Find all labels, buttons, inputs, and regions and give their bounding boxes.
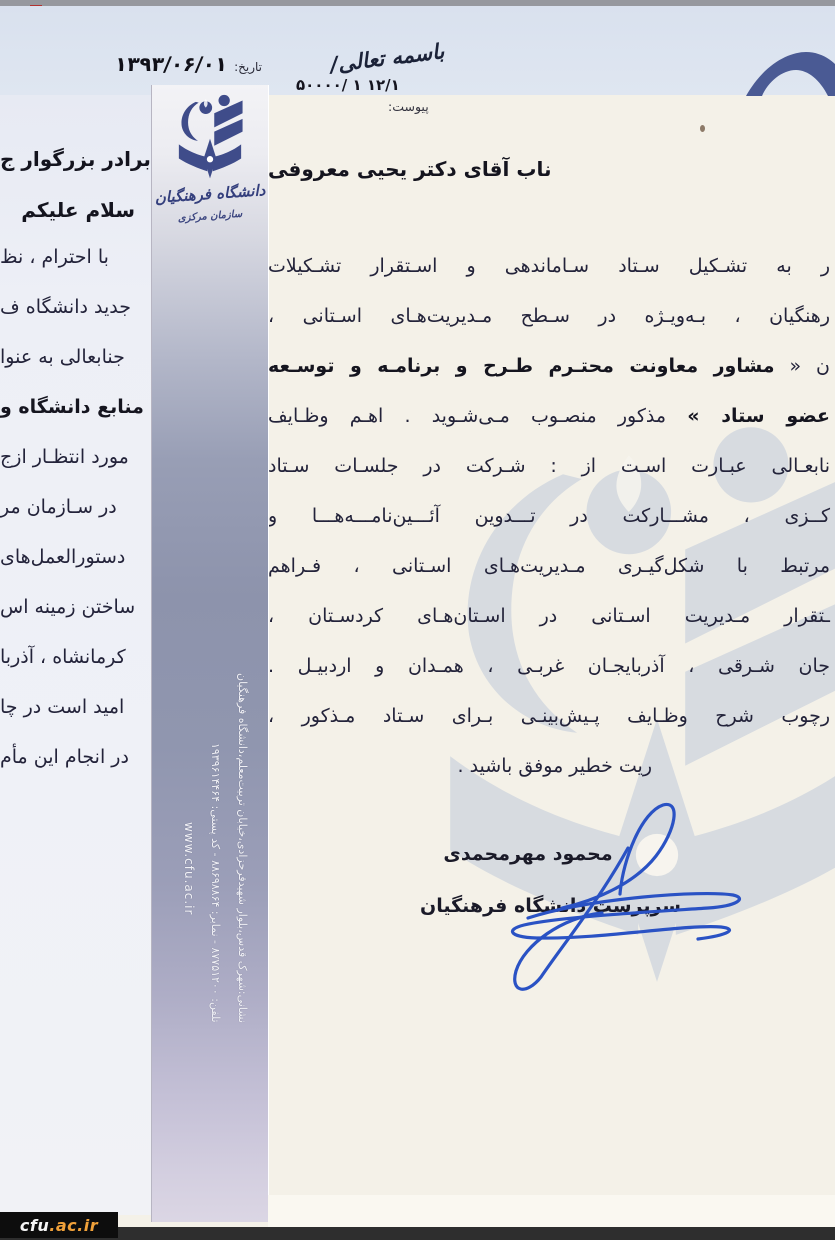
signer-title: سرپرست دانشگاه فرهنگیان [420,895,681,917]
body-line-fragment: جدید دانشگاه ف [0,296,131,318]
cfu-site-watermark [0,1212,118,1238]
scan-bottom-bar [0,1227,835,1240]
recipient-honorific-fragment: برادر بزرگوار ج [0,147,151,171]
body-line-fragment: دستورالعمل‌های [0,546,126,568]
body-right-column [268,252,830,802]
reference-number: ۵۰۰۰۰/ ۱ ۱۲/۱ [296,76,400,94]
date-value: ۱۳۹۳/۰۶/۰۱ [113,52,229,76]
body-line-fragment: عضو ستاد » مذکور منصـوب مـی‌شـوید . اهـم وظـایف [268,405,830,427]
salutation: سلام علیکم [21,198,135,222]
body-line-fragment: کرمانشاه ، آذربا [0,646,126,668]
contact-line: تلفن: ۸۷۷۵۱۲۰۰ - نمابر: ۸۸۶۹۸۸۶۴ - کد پستی: ۱۹۳۹۶۱۴۴۶۴ [209,743,222,1023]
attachment-label: پیوست: [388,99,429,114]
site-watermark-bold: cfu [19,1215,50,1235]
recipient-name-fragment: ناب آقای دکتر یحیی معروفی [268,157,552,181]
body-line-fragment: ریت خطیر موفق باشید . [457,755,652,777]
body-line-fragment: نابعـالی عبـارت اسـت از : شـرکت در جلسـات سـتاد [268,455,830,477]
corner-logo-fragment [744,50,835,98]
address-line: نشانی:شهرک قدس،بلوار شهیدفرحزادی،خیابان تربیت‌معلم،دانشگاه فرهنگیان [236,672,249,1023]
body-line-fragment: با احترام ، نظ [0,246,109,268]
handwritten-signature [470,796,760,1006]
body-line-fragment: مرتبط با شکل‌گیـری مـدیریت‌هـای اسـتانی ، فـراهم [268,555,830,577]
date-label: تاریخ: [234,60,262,74]
body-line-fragment: ـتقرار مـدیریت اسـتانی در اسـتان‌هـای کردسـتان ، [268,605,830,627]
university-logo [162,92,258,184]
body-line-fragment: در انجام این مأم [0,746,129,768]
body-line-fragment: کــزی ، مشـــارکت در تـــدوین آئـــین‌نامـــه‌هـــا و [268,505,830,527]
body-line-fragment: جنابعالی به عنوا [0,346,125,368]
site-watermark-domain: .ac.ir [49,1215,99,1235]
signer-name: محمود مهرمحمدی [443,843,613,865]
body-line-fragment: در سـازمان مر [0,496,117,518]
date-row [62,52,262,76]
organization-name: سازمان مرکزی [177,208,243,225]
body-line-fragment: ساختن زمینه اس [0,596,136,618]
body-line-fragment: امید است در چا [0,696,125,718]
body-line-fragment: ن « مشاور معاونت محتـرم طـرح و برنامـه و توسـعه [268,355,830,377]
bismillah-handwriting: باسمه تعالی/ [328,39,446,77]
university-name: دانشگاه فرهنگیان [154,181,266,207]
body-line-fragment: منابع دانشگاه و [0,396,144,418]
body-line-fragment: رچوب شرح وظـایف پـیش‌بینـی بـرای سـتاد مـذکور ، [268,705,830,727]
body-line-fragment: مورد انتظـار ازج [0,446,129,468]
website-url: www.cfu.ac.ir [182,821,196,915]
scan-speck [700,125,705,132]
paper-bottom-edge [268,1195,835,1228]
body-line-fragment: جان شـرقی ، آذربایجـان غربـی ، همـدان و اردبیـل . [268,655,830,677]
body-left-column [0,243,157,793]
body-line-fragment: ر به تشـکیل سـتاد سـاماندهی و اسـتقرار تشـکیلات [268,255,830,277]
body-line-fragment: رهنگیان ، بـه‌ویـژه در سـطح مـدیریت‌هـای اسـتانی ، [268,305,830,327]
letterhead-side-strip [152,85,268,1222]
